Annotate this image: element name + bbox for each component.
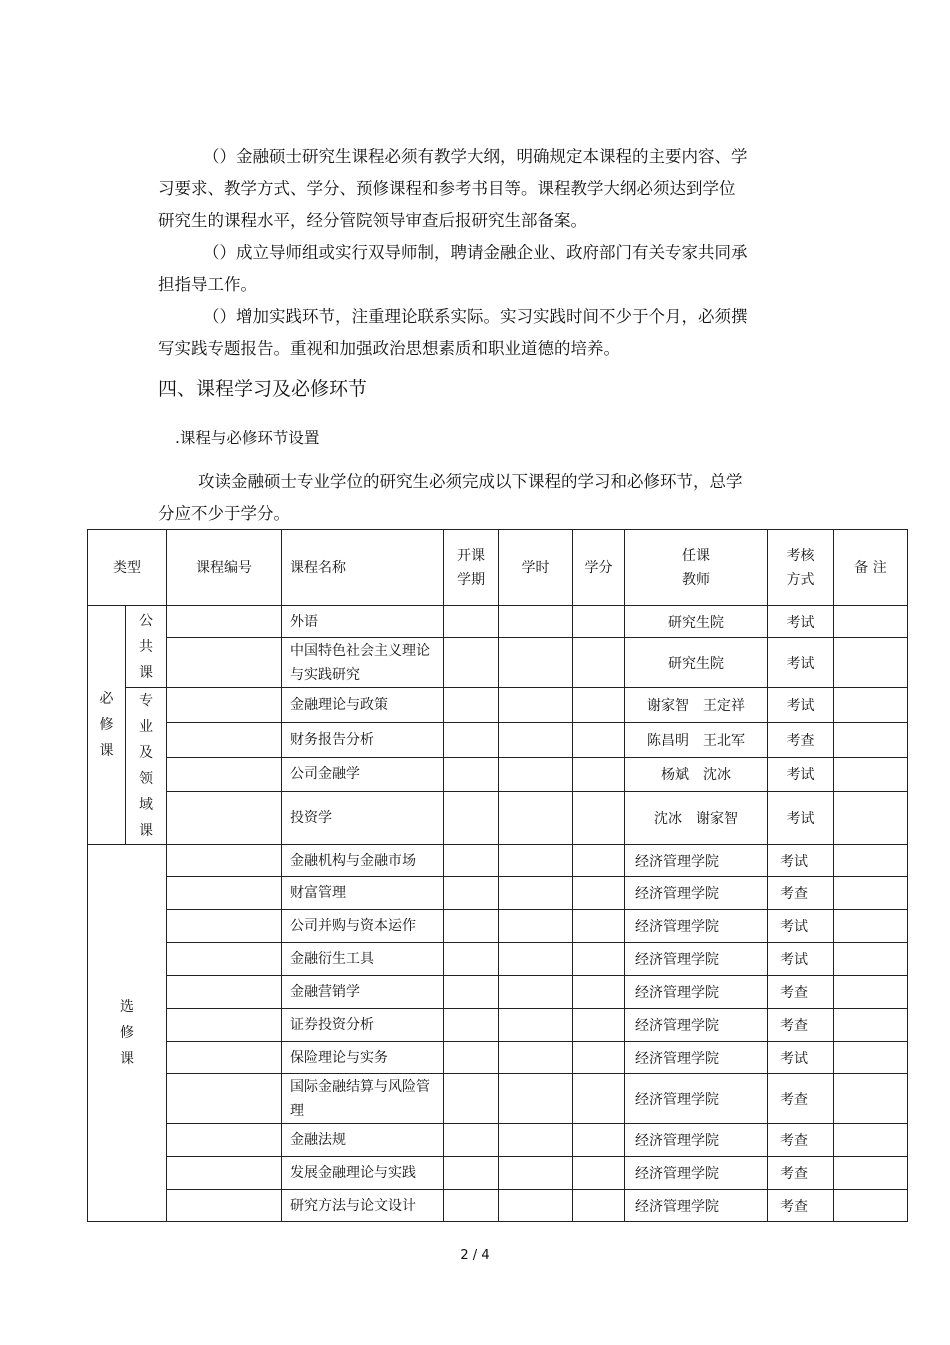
assess-cell: 考查 xyxy=(768,877,834,910)
table-row xyxy=(88,1190,908,1222)
group-public xyxy=(126,606,167,688)
assess-cell: 考查 xyxy=(768,1124,834,1157)
notes-cell xyxy=(834,792,908,845)
credits-cell xyxy=(573,877,625,910)
notes-cell xyxy=(834,845,908,877)
group-elective xyxy=(88,845,167,1222)
header-type: 类型 xyxy=(88,530,167,606)
credits-cell xyxy=(573,910,625,943)
group-elective-char: 课 xyxy=(120,1051,134,1067)
course-name-cell: 外语 xyxy=(282,606,444,638)
course-name-cell: 金融机构与金融市场 xyxy=(282,845,444,877)
group-required-char: 修 xyxy=(99,717,114,733)
header-notes: 备 注 xyxy=(834,530,908,606)
teacher-cell: 经济管理学院 xyxy=(625,845,768,877)
credits-cell xyxy=(573,845,625,877)
hours-cell xyxy=(499,688,573,723)
term-cell xyxy=(444,1157,499,1190)
teacher-cell: 经济管理学院 xyxy=(625,1124,768,1157)
group-major-char: 课 xyxy=(139,823,153,839)
course-name-cell: 中国特色社会主义理论与实践研究 xyxy=(282,638,444,688)
assess-cell: 考查 xyxy=(768,976,834,1009)
term-cell xyxy=(444,606,499,638)
paragraph-line: （）成立导师组或实行双导师制，聘请金融企业、政府部门有关专家共同承 xyxy=(203,243,748,262)
subheading: .课程与必修环节设置 xyxy=(175,429,320,447)
course-code-cell xyxy=(167,1009,282,1042)
hours-cell xyxy=(499,1124,573,1157)
course-name-cell: 国际金融结算与风险管理 xyxy=(282,1074,444,1124)
teacher-cell: 经济管理学院 xyxy=(625,1074,768,1124)
section-heading: 四、课程学习及必修环节 xyxy=(158,378,368,400)
table-row xyxy=(88,606,908,638)
term-cell xyxy=(444,1074,499,1124)
course-code-cell xyxy=(167,1042,282,1074)
course-name-cell: 公司并购与资本运作 xyxy=(282,910,444,943)
paragraph-line: 担指导工作。 xyxy=(158,275,257,294)
notes-cell xyxy=(834,877,908,910)
table-row xyxy=(88,910,908,943)
hours-cell xyxy=(499,1157,573,1190)
group-major-char: 业 xyxy=(139,719,153,735)
table-row xyxy=(88,877,908,910)
term-cell xyxy=(444,943,499,976)
teacher-cell: 经济管理学院 xyxy=(625,1190,768,1222)
paragraph-2 xyxy=(158,237,788,301)
notes-cell xyxy=(834,1190,908,1222)
table-row xyxy=(88,943,908,976)
header-term-line: 开课 xyxy=(457,547,485,564)
term-cell xyxy=(444,1009,499,1042)
term-cell xyxy=(444,688,499,723)
table-row xyxy=(88,638,908,688)
notes-cell xyxy=(834,638,908,688)
notes-cell xyxy=(834,757,908,792)
assess-cell: 考试 xyxy=(768,943,834,976)
teacher-cell: 经济管理学院 xyxy=(625,976,768,1009)
notes-cell xyxy=(834,910,908,943)
header-term xyxy=(444,530,499,606)
course-code-cell xyxy=(167,606,282,638)
course-name-cell: 发展金融理论与实践 xyxy=(282,1157,444,1190)
term-cell xyxy=(444,792,499,845)
notes-cell xyxy=(834,1042,908,1074)
assess-cell: 考试 xyxy=(768,638,834,688)
page-number: 2 / 4 xyxy=(460,1248,490,1263)
hours-cell xyxy=(499,877,573,910)
term-cell xyxy=(444,910,499,943)
group-major-char: 专 xyxy=(139,693,153,709)
term-cell xyxy=(444,976,499,1009)
group-major-char: 域 xyxy=(139,797,153,813)
credits-cell xyxy=(573,792,625,845)
table-row xyxy=(88,757,908,792)
course-name-cell: 金融衍生工具 xyxy=(282,943,444,976)
course-code-cell xyxy=(167,1157,282,1190)
course-name-cell: 财富管理 xyxy=(282,877,444,910)
hours-cell xyxy=(499,943,573,976)
table-row xyxy=(88,1157,908,1190)
teacher-cell: 研究生院 xyxy=(625,606,768,638)
table-row xyxy=(88,976,908,1009)
header-assess-line: 考核 xyxy=(786,547,815,564)
table-row xyxy=(88,845,908,877)
term-cell xyxy=(444,877,499,910)
teacher-cell: 经济管理学院 xyxy=(625,910,768,943)
course-name-cell: 金融理论与政策 xyxy=(282,688,444,723)
notes-cell xyxy=(834,606,908,638)
teacher-cell: 经济管理学院 xyxy=(625,1009,768,1042)
credits-cell xyxy=(573,1042,625,1074)
assess-cell: 考查 xyxy=(768,722,834,757)
course-code-cell xyxy=(167,1074,282,1124)
table-row xyxy=(88,688,908,723)
notes-cell xyxy=(834,1009,908,1042)
assess-cell: 考查 xyxy=(768,1190,834,1222)
header-assess-line: 方式 xyxy=(786,571,815,588)
teacher-cell: 经济管理学院 xyxy=(625,943,768,976)
group-public-char: 共 xyxy=(139,638,153,655)
notes-cell xyxy=(834,1074,908,1124)
hours-cell xyxy=(499,976,573,1009)
course-code-cell xyxy=(167,792,282,845)
header-term-line: 学期 xyxy=(457,571,485,588)
group-major-char: 领 xyxy=(139,771,153,787)
teacher-cell: 经济管理学院 xyxy=(625,1157,768,1190)
header-teacher xyxy=(625,530,768,606)
assess-cell: 考试 xyxy=(768,910,834,943)
table-row xyxy=(88,1124,908,1157)
table-row xyxy=(88,1074,908,1124)
course-table xyxy=(87,529,908,1222)
assess-cell: 考试 xyxy=(768,757,834,792)
course-name-cell: 财务报告分析 xyxy=(282,722,444,757)
assess-cell: 考试 xyxy=(768,792,834,845)
course-code-cell xyxy=(167,688,282,723)
credits-cell xyxy=(573,1124,625,1157)
group-public-char: 公 xyxy=(139,612,153,629)
teacher-cell: 谢家智 王定祥 xyxy=(625,688,768,723)
course-code-cell xyxy=(167,1124,282,1157)
course-code-cell xyxy=(167,877,282,910)
notes-cell xyxy=(834,722,908,757)
table-row xyxy=(88,1009,908,1042)
intro-paragraph xyxy=(158,466,798,530)
course-name-cell: 金融营销学 xyxy=(282,976,444,1009)
credits-cell xyxy=(573,757,625,792)
assess-cell: 考试 xyxy=(768,1042,834,1074)
course-name-cell: 证券投资分析 xyxy=(282,1009,444,1042)
hours-cell xyxy=(499,638,573,688)
credits-cell xyxy=(573,1157,625,1190)
group-elective-char: 选 xyxy=(120,999,134,1015)
group-major-char: 及 xyxy=(139,745,153,761)
hours-cell xyxy=(499,845,573,877)
course-code-cell xyxy=(167,757,282,792)
course-code-cell xyxy=(167,976,282,1009)
teacher-cell: 经济管理学院 xyxy=(625,877,768,910)
course-code-cell xyxy=(167,943,282,976)
term-cell xyxy=(444,845,499,877)
assess-cell: 考试 xyxy=(768,606,834,638)
credits-cell xyxy=(573,722,625,757)
table-header-row xyxy=(88,530,908,606)
notes-cell xyxy=(834,943,908,976)
course-name-cell: 金融法规 xyxy=(282,1124,444,1157)
assess-cell: 考查 xyxy=(768,1074,834,1124)
teacher-cell: 研究生院 xyxy=(625,638,768,688)
course-code-cell xyxy=(167,1190,282,1222)
term-cell xyxy=(444,1190,499,1222)
credits-cell xyxy=(573,1190,625,1222)
group-major xyxy=(126,688,167,845)
course-code-cell xyxy=(167,845,282,877)
term-cell xyxy=(444,1042,499,1074)
teacher-cell: 经济管理学院 xyxy=(625,1042,768,1074)
intro-line: 攻读金融硕士专业学位的研究生必须完成以下课程的学习和必修环节，总学 xyxy=(198,472,743,491)
teacher-cell: 陈昌明 王北军 xyxy=(625,722,768,757)
paragraph-1 xyxy=(158,141,788,237)
course-name-cell: 投资学 xyxy=(282,792,444,845)
term-cell xyxy=(444,1124,499,1157)
teacher-cell: 沈冰 谢家智 xyxy=(625,792,768,845)
header-assess xyxy=(768,530,834,606)
group-elective-char: 修 xyxy=(120,1025,134,1041)
group-required-char: 必 xyxy=(99,691,114,707)
assess-cell: 考试 xyxy=(768,845,834,877)
teacher-cell: 杨斌 沈冰 xyxy=(625,757,768,792)
paragraph-line: （）增加实践环节，注重理论联系实际。实习实践时间不少于个月，必须撰 xyxy=(203,307,748,326)
header-code: 课程编号 xyxy=(167,530,282,606)
paragraph-3 xyxy=(158,301,788,365)
credits-cell xyxy=(573,688,625,723)
credits-cell xyxy=(573,606,625,638)
course-name-cell: 研究方法与论文设计 xyxy=(282,1190,444,1222)
notes-cell xyxy=(834,976,908,1009)
table-row xyxy=(88,792,908,845)
course-name-cell: 保险理论与实务 xyxy=(282,1042,444,1074)
hours-cell xyxy=(499,606,573,638)
hours-cell xyxy=(499,1190,573,1222)
paragraph-line: 研究生的课程水平，经分管院领导审查后报研究生部备案。 xyxy=(158,211,587,230)
paragraph-line: （）金融硕士研究生课程必须有教学大纲，明确规定本课程的主要内容、学 xyxy=(203,147,748,166)
header-teacher-line: 教师 xyxy=(682,571,710,588)
intro-line: 分应不少于学分。 xyxy=(158,504,290,523)
course-name-cell: 公司金融学 xyxy=(282,757,444,792)
header-credits: 学分 xyxy=(573,530,625,606)
credits-cell xyxy=(573,943,625,976)
group-required-char: 课 xyxy=(99,743,114,759)
paragraph-line: 习要求、教学方式、学分、预修课程和参考书目等。课程教学大纲必须达到学位 xyxy=(158,179,736,198)
credits-cell xyxy=(573,976,625,1009)
credits-cell xyxy=(573,638,625,688)
course-code-cell xyxy=(167,638,282,688)
header-hours: 学时 xyxy=(499,530,573,606)
header-teacher-line: 任课 xyxy=(682,547,710,564)
hours-cell xyxy=(499,1074,573,1124)
course-code-cell xyxy=(167,910,282,943)
notes-cell xyxy=(834,1157,908,1190)
hours-cell xyxy=(499,1009,573,1042)
group-public-char: 课 xyxy=(139,664,153,681)
group-required xyxy=(88,606,126,845)
header-name: 课程名称 xyxy=(282,530,444,606)
hours-cell xyxy=(499,757,573,792)
hours-cell xyxy=(499,722,573,757)
notes-cell xyxy=(834,1124,908,1157)
notes-cell xyxy=(834,688,908,723)
credits-cell xyxy=(573,1009,625,1042)
term-cell xyxy=(444,722,499,757)
paragraph-line: 写实践专题报告。重视和加强政治思想素质和职业道德的培养。 xyxy=(158,339,620,358)
hours-cell xyxy=(499,910,573,943)
assess-cell: 考查 xyxy=(768,1009,834,1042)
course-code-cell xyxy=(167,722,282,757)
table-row xyxy=(88,722,908,757)
assess-cell: 考查 xyxy=(768,1157,834,1190)
credits-cell xyxy=(573,1074,625,1124)
hours-cell xyxy=(499,1042,573,1074)
hours-cell xyxy=(499,792,573,845)
table-row xyxy=(88,1042,908,1074)
term-cell xyxy=(444,638,499,688)
term-cell xyxy=(444,757,499,792)
assess-cell: 考试 xyxy=(768,688,834,723)
